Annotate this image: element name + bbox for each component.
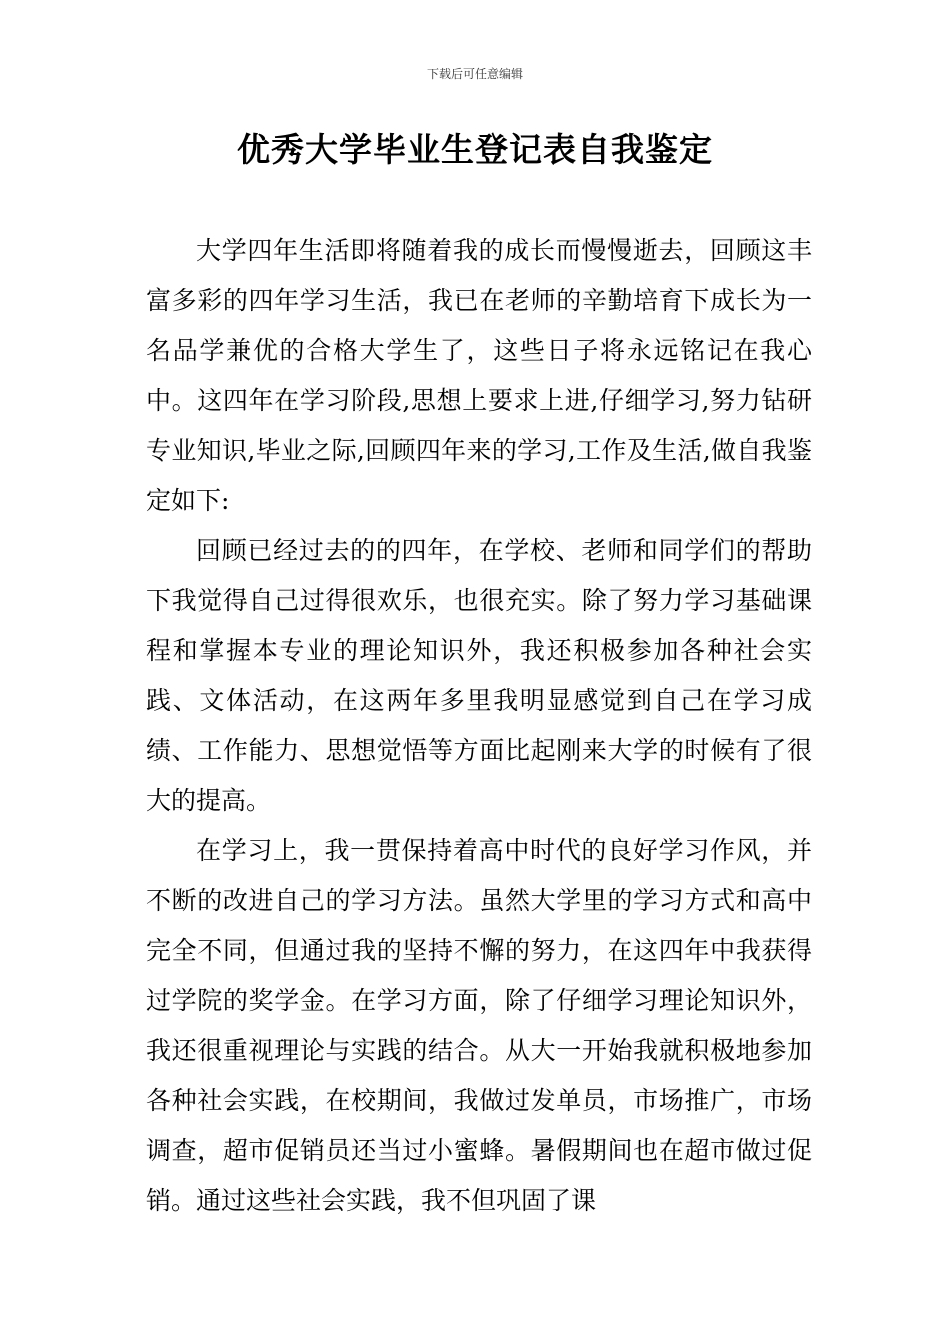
document-title: 优秀大学毕业生登记表自我鉴定 bbox=[237, 130, 713, 169]
paragraph-2: 回顾已经过去的的四年，在学校、老师和同学们的帮助下我觉得自己过得很欢乐，也很充实。除了努力学习基础课程和掌握本专业的理论知识外，我还积极参加各种社会实践、文体活动，在这两年多里我明显感觉到自己在学习成绩、工作能力、思想觉悟等方面比起刚来大学的时候有了很大的提高。 bbox=[146, 536, 812, 815]
paragraph-1: 大学四年生活即将随着我的成长而慢慢逝去，回顾这丰富多彩的四年学习生活，我已在老师的辛勤培育下成长为一名品学兼优的合格大学生了，这些日子将永远铭记在我心中。这四年在学习阶段,思想上要求上进,仔细学习,努力钻研专业知识,毕业之际,回顾四年来的学习,工作及生活,做自我鉴定如下: bbox=[146, 236, 812, 515]
paragraph-3: 在学习上，我一贯保持着高中时代的良好学习作风，并不断的改进自己的学习方法。虽然大学里的学习方式和高中完全不同，但通过我的坚持不懈的努力，在这四年中我获得过学院的奖学金。在学习方面，除了仔细学习理论知识外，我还很重视理论与实践的结合。从大一开始我就积极地参加各种社会实践，在校期间，我做过发单员，市场推广，市场调查，超市促销员还当过小蜜蜂。暑假期间也在超市做过促销。通过这些社会实践，我不但巩固了课 bbox=[146, 836, 812, 1215]
document-body bbox=[146, 226, 812, 1226]
header-note: 下载后可任意编辑 bbox=[426, 67, 523, 81]
